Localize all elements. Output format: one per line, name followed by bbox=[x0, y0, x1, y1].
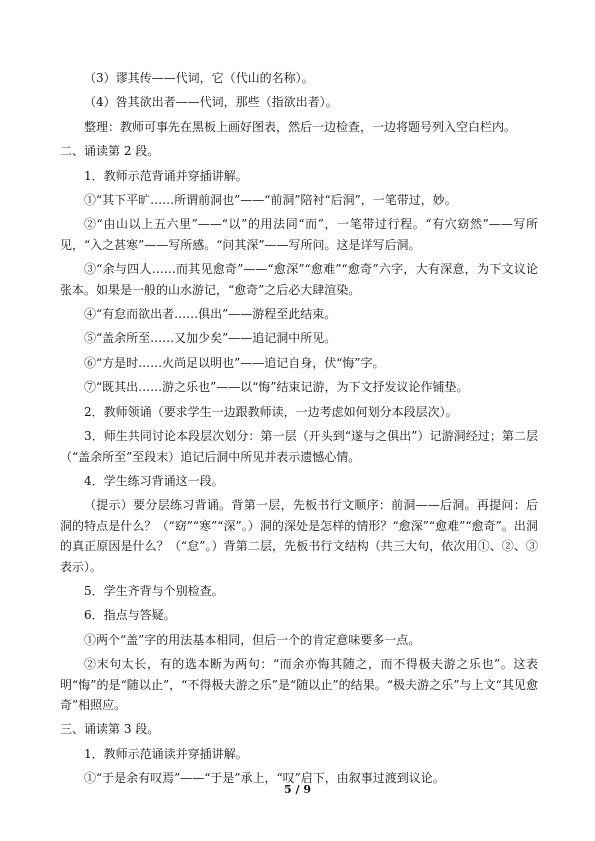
paragraph: 1．教师示范诵读并穿插讲解。 bbox=[84, 746, 248, 761]
section-heading: 三、诵读第 3 段。 bbox=[60, 722, 160, 737]
paragraph: ①“于是余有叹焉”——“于是”承上，“叹”启下，由叙事过渡到议论。 bbox=[84, 771, 445, 786]
paragraph: （3）谬其传——代词，它（代山的名称）。 bbox=[84, 71, 314, 85]
paragraph: ⑦“既其出……游之乐也”——以“悔”结束记游，为下文抒发议论作铺垫。 bbox=[84, 380, 469, 395]
paragraph: 6．指点与答疑。 bbox=[84, 608, 176, 623]
paragraph: 整理：教师可事先在黑板上画好图表，然后一边检查，一边将题号列入空白栏内。 bbox=[84, 119, 517, 134]
paragraph: 1．教师示范背诵并穿插讲解。 bbox=[84, 168, 248, 183]
paragraph: 4．学生练习背诵这一段。 bbox=[84, 473, 224, 488]
paragraph: ②末句太长，有的选本断为两句：“而余亦悔其随之，而不得极夫游之乐也”。这表明“悔”的是“随以止”，“不得极夫游之乐”是“随以止”的结果。“极夫游之乐”与上文“其见愈奇”相照应。 bbox=[60, 657, 538, 712]
paragraph: 2．教师领诵（要求学生一边跟教师读，一边考虑如何划分本段层次）。 bbox=[84, 404, 458, 419]
section-heading: 二、诵读第 2 段。 bbox=[60, 144, 160, 159]
paragraph: 3．师生共同讨论本段层次划分：第一层（开头到“遂与之俱出”）记游洞经过；第二层（“盖余所至”至段末）追记后洞中所见并表示遗憾心情。 bbox=[60, 429, 538, 464]
paragraph: ⑤“盖余所至……又加少矣”——追记洞中所见。 bbox=[84, 331, 337, 346]
document-body bbox=[60, 68, 538, 793]
paragraph: ④“有怠而欲出者……俱出”——游程至此结束。 bbox=[84, 307, 337, 322]
paragraph: （提示）要分层练习背诵。背第一层，先板书行文顺序：前洞——后洞。再提问：后洞的特点是什么？（“窈”“寒”“深”。）洞的深处是怎样的情形？“愈深”“愈难”“愈奇”。出洞的真正原因是什么？（“怠”。）背第二层，先板书行文结构（共三大句，依次用①、②、③表示）。 bbox=[60, 498, 538, 574]
paragraph: （4）咎其欲出者——代词，那些（指欲出者）。 bbox=[84, 95, 338, 110]
page-number: 5 / 9 bbox=[284, 783, 311, 796]
paragraph: 5．学生齐背与个别检查。 bbox=[84, 583, 224, 598]
paragraph: ⑥“方是时……火尚足以明也”——追记自身，伏“悔”字。 bbox=[84, 355, 385, 370]
paragraph: ③“余与四人……而其见愈奇”——“愈深”“愈难”“愈奇”六字，大有深意，为下文议论张本。如果是一般的山水游记，“愈奇”之后必大肆渲染。 bbox=[60, 262, 538, 297]
paragraph: ①“其下平旷……所谓前洞也”——“前洞”陪衬“后洞”，一笔带过，妙。 bbox=[84, 193, 457, 208]
paragraph: ①两个“盖”字的用法基本相同，但后一个的肯定意味要多一点。 bbox=[84, 632, 421, 647]
paragraph: ②“由山以上五六里”——“以”的用法同“而”，一笔带过行程。“有穴窈然”——写所见，“入之甚寒”——写所感。“问其深”——写所问。这是详写后洞。 bbox=[60, 217, 538, 252]
